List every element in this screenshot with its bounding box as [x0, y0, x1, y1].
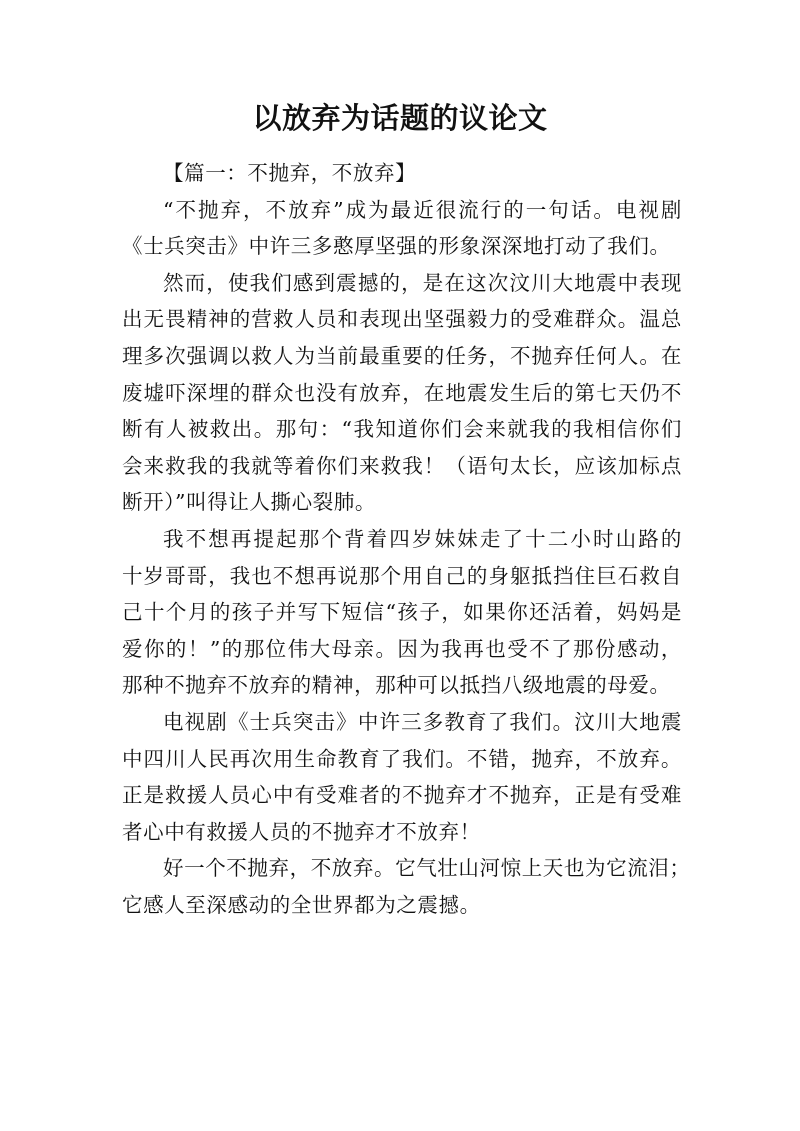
paragraph-line: 废墟吓深埋的群众也没有放弃，在地震发生后的第七天仍不	[122, 380, 682, 405]
document-title: 以放弃为话题的议论文	[252, 101, 548, 135]
paragraph-line: 好一个不抛弃，不放弃。它气壮山河惊上天也为它流泪；	[163, 856, 691, 881]
paragraph-line: 我不想再提起那个背着四岁妹妹走了十二小时山路的	[163, 526, 682, 551]
paragraph-line: 断有人被救出。那句：“我知道你们会来就我的我相信你们	[122, 417, 682, 442]
paragraph-line: 己十个月的孩子并写下短信“孩子，如果你还活着，妈妈是	[122, 600, 682, 625]
paragraph-line: 出无畏精神的营救人员和表现出坚强毅力的受难群众。温总	[122, 307, 682, 332]
paragraph-line: 它感人至深感动的全世界都为之震撼。	[122, 892, 481, 917]
paragraph-line: 中四川人民再次用生命教育了我们。不错，抛弃，不放弃。	[122, 746, 682, 771]
paragraph-line: 会来救我的我就等着你们来救我！（语句太长，应该加标点	[122, 453, 682, 478]
paragraph-line: 十岁哥哥，我也不想再说那个用自己的身躯抵挡住巨石救自	[122, 563, 682, 588]
paragraph-line: 者心中有救援人员的不抛弃才不放弃！	[122, 819, 481, 844]
document-body	[122, 155, 691, 923]
paragraph-line: 理多次强调以救人为当前最重要的任务，不抛弃任何人。在	[122, 343, 682, 368]
paragraph-line: 断开）”叫得让人撕心裂肺。	[122, 490, 377, 515]
paragraph-line: 《士兵突击》中许三多憨厚坚强的形象深深地打动了我们。	[122, 234, 671, 259]
paragraph-line: 那种不抛弃不放弃的精神，那种可以抵挡八级地震的母爱。	[122, 673, 671, 698]
section-heading: 【篇一：不抛弃，不放弃】	[163, 161, 417, 185]
paragraph-line: 正是救援人员心中有受难者的不抛弃才不抛弃，正是有受难	[122, 783, 682, 808]
paragraph-line: 电视剧《士兵突击》中许三多教育了我们。汶川大地震	[163, 709, 682, 734]
paragraph-line: “不抛弃，不放弃”成为最近很流行的一句话。电视剧	[163, 197, 682, 222]
paragraph-line: 然而，使我们感到震撼的，是在这次汶川大地震中表现	[163, 270, 682, 295]
paragraph-line: 爱你的！”的那位伟大母亲。因为我再也受不了那份感动，	[122, 636, 682, 661]
